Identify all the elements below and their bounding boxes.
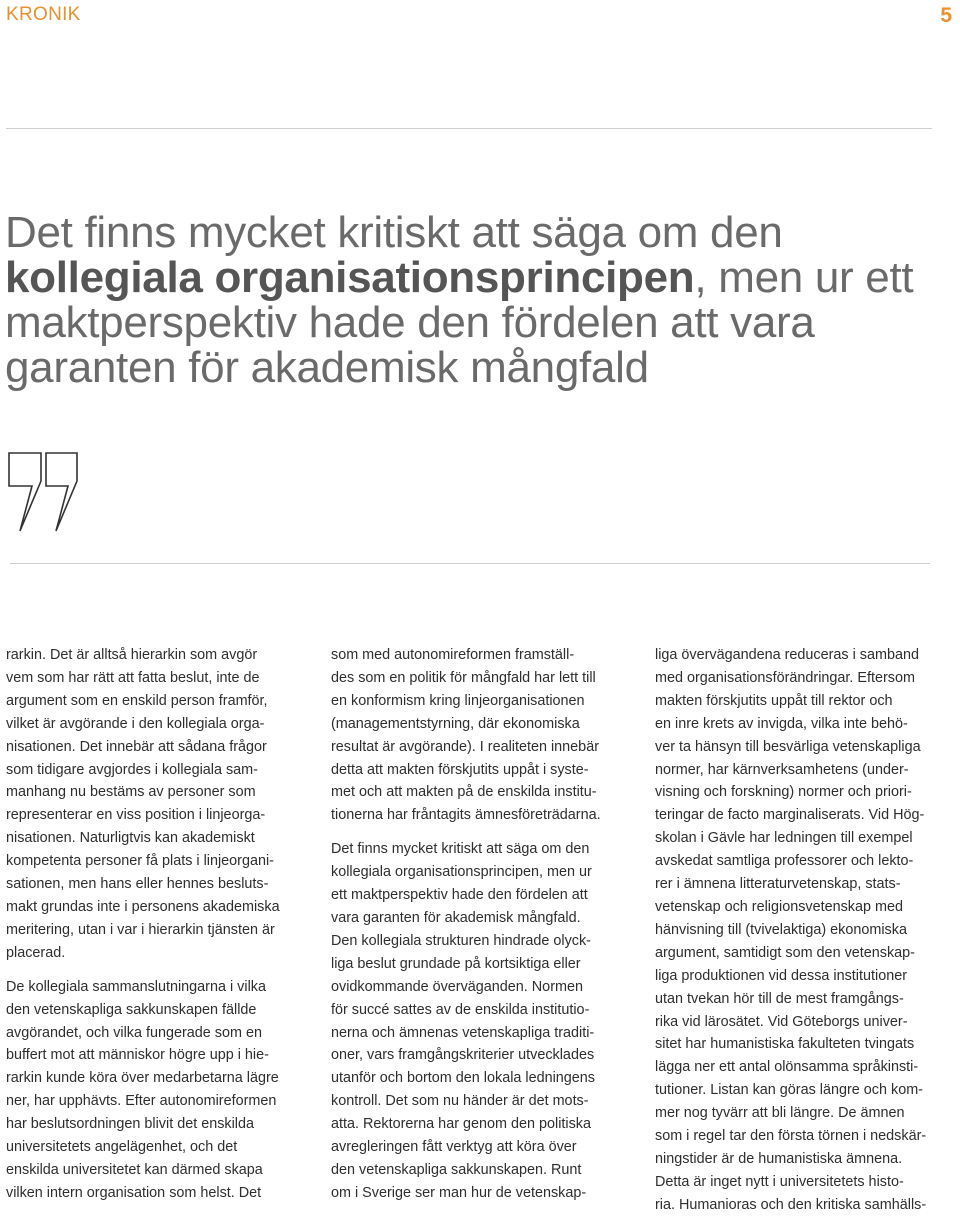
body-text-line: visning och forskning) normer och priori-: [655, 784, 912, 801]
body-text-line: har beslutsordningen blivit det enskilda: [6, 1116, 254, 1133]
body-text-line: avgörandet, och vilka fungerade som en: [6, 1024, 262, 1041]
page-number: 5: [940, 4, 952, 27]
body-text-line: lägga ner ett antal olönsamma språkinsti-: [655, 1059, 919, 1076]
body-text-line: ett maktperspektiv hade den fördelen att: [331, 887, 588, 904]
body-text-line: för succé sattes av de enskilda institutio-: [331, 1001, 590, 1018]
body-text-line: teringar de facto marginaliserats. Vid Hög-: [655, 807, 925, 824]
body-text-line: med organisationsförändringar. Eftersom: [655, 669, 915, 686]
body-text-line: vara garanten för akademisk mångfald.: [331, 909, 581, 926]
body-text-line: nisationen. Naturligtvis kan akademiskt: [6, 830, 255, 847]
body-text-line: ver ta hänsyn till besvärliga vetenskapliga: [655, 738, 921, 755]
body-text-line: tionerna har fråntagits ämnesföreträdarna.: [331, 807, 601, 824]
body-text-line: rarkin kunde köra över medarbetarna lägre: [6, 1070, 279, 1087]
body-text-line: vem som har rätt att fatta beslut, inte de: [6, 669, 260, 686]
paragraph-gap: [331, 827, 623, 838]
body-text-line: utan tvekan hör till de mest framgångs-: [655, 990, 904, 1007]
body-text-line: kompetenta personer få plats i linjeorgani-: [6, 853, 274, 870]
body-text-line: vetenskap och religionsvetenskap med: [655, 898, 903, 915]
body-text-line: vilken intern organisation som helst. Det: [6, 1184, 262, 1201]
body-text-line: nisationen. Det innebär att sådana frågor: [6, 738, 267, 755]
body-text-line: makt grundas inte i personens akademiska: [6, 898, 280, 915]
body-text-line: rika vid lärosätet. Vid Göteborgs univer-: [655, 1013, 908, 1030]
body-text-line: meritering, utan i var i hierarkin tjänsten är: [6, 921, 275, 938]
body-text-line: avregleringen fått verktyg att köra över: [331, 1139, 577, 1156]
body-text-line: argument som en enskild person framför,: [6, 692, 268, 709]
body-text-line: ria. Humanioras och den kritiska samhälls-: [655, 1196, 927, 1213]
body-text-line: skolan i Gävle har ledningen till exempel: [655, 830, 913, 847]
body-text-line: sationen, men hans eller hennes besluts-: [6, 876, 269, 893]
body-text-line: hänvisning till (tvivelaktiga) ekonomiska: [655, 921, 907, 938]
body-text-line: argument, samtidigt som den vetenskap-: [655, 944, 915, 961]
body-text-line: normer, har kärnverksamhetens (under-: [655, 761, 909, 778]
body-text-line: kollegiala organisationsprincipen, men ur: [331, 864, 592, 881]
body-text-line: ningstider är de humanistiska ämnena.: [655, 1150, 903, 1167]
body-text-line: De kollegiala sammanslutningarna i vilka: [6, 978, 266, 995]
body-text-line: liga övervägandena reduceras i samband: [655, 647, 919, 663]
top-divider: [6, 128, 932, 129]
section-label: KRONIK: [6, 4, 81, 25]
pull-quote-emphasis: kollegiala organisationsprincipen: [5, 253, 695, 302]
body-text-line: ovidkommande överväganden. Normen: [331, 978, 583, 995]
body-text-line: (managementstyrning, där ekonomiska: [331, 715, 580, 732]
body-text-line: rarkin. Det är alltså hierarkin som avgör: [6, 647, 258, 663]
body-text-line: rer i ämnena litteraturvetenskap, stats-: [655, 876, 901, 893]
body-text-line: utanför och bortom den lokala ledningens: [331, 1070, 596, 1087]
body-text-line: met och att makten på de enskilda institu-: [331, 784, 597, 801]
body-text-line: mer nog tyvärr att bli längre. De ämnen: [655, 1105, 905, 1122]
body-text-line: Detta är inget nytt i universitetets histo-: [655, 1173, 904, 1190]
body-text-line: universitetets angelägenhet, och det: [6, 1139, 238, 1156]
body-text-line: oner, vars framgångskriterier utvecklades: [331, 1047, 595, 1064]
pull-quote-line-3: maktperspektiv hade den fördelen att vara: [5, 298, 815, 347]
body-text-line: placerad.: [6, 944, 66, 961]
body-text-line: ner, har upphävts. Efter autonomireformen: [6, 1093, 277, 1110]
body-text-line: buffert mot att människor högre upp i hie-: [6, 1047, 269, 1064]
body-divider: [10, 563, 930, 564]
text-column-1: [6, 644, 298, 1205]
body-text-line: en konformism kring linjeorganisationen: [331, 692, 585, 709]
body-text-line: atta. Rektorerna har genom den politiska: [331, 1116, 591, 1133]
body-text-line: representerar en viss position i linjeorga-: [6, 807, 266, 824]
body-text-line: Den kollegiala strukturen hindrade olyck-: [331, 932, 591, 949]
body-text-line: enskilda universitetet kan därmed skapa: [6, 1161, 263, 1178]
body-text-line: kontroll. Det som nu händer är det mots-: [331, 1093, 589, 1110]
body-text-line: makten förskjutits uppåt till rektor och: [655, 692, 893, 709]
pull-quote-line-2: [5, 255, 940, 300]
body-text-line: manhang nu bestäms av personer som: [6, 784, 256, 801]
quotation-mark-icon: [8, 452, 78, 534]
text-column-2: [331, 644, 623, 1205]
body-text-line: liga produktionen vid dessa institutioner: [655, 967, 907, 984]
paragraph-gap: [6, 965, 298, 976]
pull-quote: [5, 210, 940, 390]
body-text-line: detta att makten förskjutits uppåt i syste-: [331, 761, 589, 778]
body-text-line: som tidigare avgjordes i kollegiala sam-: [6, 761, 258, 778]
body-text-line: som med autonomireformen framställ-: [331, 647, 575, 663]
body-text-line: den vetenskapliga sakkunskapen. Runt: [331, 1161, 582, 1178]
body-text-line: Det finns mycket kritiskt att säga om den: [331, 841, 590, 858]
pull-quote-line-2-rest: , men ur ett: [694, 253, 914, 302]
body-text-line: sitet har humanistiska fakulteten tvingats: [655, 1036, 915, 1053]
body-text-line: om i Sverige ser man hur de vetenskap-: [331, 1184, 587, 1201]
body-text-line: vilket är avgörande i den kollegiala orga-: [6, 715, 265, 732]
body-text-line: des som en politik för mångfald har lett till: [331, 669, 596, 686]
text-column-3: [655, 644, 947, 1217]
body-text-line: nerna och ämnenas vetenskapliga traditi-: [331, 1024, 595, 1041]
body-text-line: tutioner. Listan kan göras längre och kom-: [655, 1082, 923, 1099]
body-text-line: en inre krets av invigda, vilka inte behö-: [655, 715, 908, 732]
body-text-line: avskedat samtliga professorer och lekto-: [655, 853, 914, 870]
pull-quote-line-4: garanten för akademisk mångfald: [5, 343, 649, 392]
body-text-line: som i regel tar den första törnen i nedskär-: [655, 1128, 927, 1145]
body-text-line: den vetenskapliga sakkunskapen fällde: [6, 1001, 257, 1018]
body-text-line: resultat är avgörande). I realiteten innebär: [331, 738, 599, 755]
pull-quote-line-1: Det finns mycket kritiskt att säga om den: [5, 208, 783, 257]
body-text-line: liga beslut grundade på kortsiktiga eller: [331, 955, 581, 972]
